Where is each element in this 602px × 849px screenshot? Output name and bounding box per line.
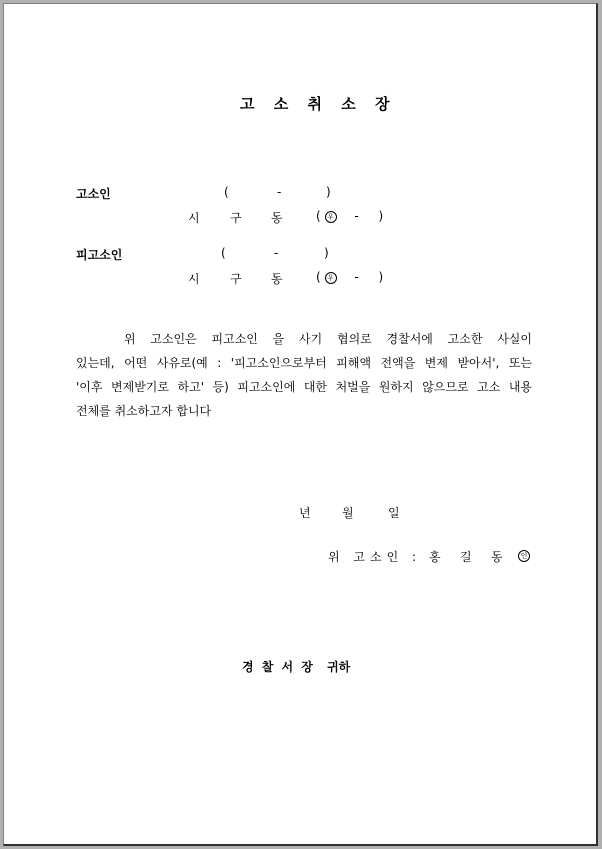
postal-mark-icon: 우 — [325, 211, 337, 223]
postal-mark-icon: 우 — [325, 272, 337, 284]
title-char: 취 — [307, 95, 322, 113]
signature-prefix: 위 고소인 : — [328, 550, 422, 564]
seal-mark — [518, 548, 530, 562]
accused-addr-si: 시 — [188, 272, 200, 286]
complainant-phone-open: ( — [224, 185, 229, 199]
postal-close: ) — [378, 270, 384, 284]
postal-close: ) — [378, 209, 384, 223]
postal-dash: - — [354, 270, 359, 284]
document-page — [3, 3, 598, 846]
recipient-office: 경 찰 서 장 — [242, 660, 315, 674]
body-line-2 — [76, 354, 532, 371]
postal-open: ( — [316, 209, 321, 223]
body-line-1 — [76, 330, 532, 347]
postal-open: ( — [316, 270, 321, 284]
complainant-phone-close: ) — [326, 185, 331, 199]
recipient — [242, 658, 350, 675]
accused-addr-dong: 동 — [271, 272, 283, 286]
complainant-addr-si: 시 — [188, 211, 200, 225]
date-year: 년 — [299, 506, 311, 520]
signature-name-3: 동 — [491, 550, 503, 564]
seal-icon: 인 — [518, 550, 530, 562]
title-char: 소 — [341, 95, 356, 113]
body-line-4 — [76, 402, 532, 419]
accused-addr-gu: 구 — [230, 272, 242, 286]
title-char: 소 — [273, 95, 289, 113]
body-line-3 — [76, 378, 532, 395]
complainant-addr-gu: 구 — [230, 211, 242, 225]
title-char: 고 — [240, 95, 255, 113]
complainant-postal — [316, 209, 383, 223]
signature-name-1: 홍 — [429, 550, 441, 564]
body-line-text: 있는데, 어떤 사유로(예 : '피고소인으로부터 피해액 전액을 변제 받아서', 또는 — [76, 356, 532, 370]
body-line-text: 위 고소인은 피고소인 을 사기 협의로 경찰서에 고소한 사실이 — [124, 332, 532, 346]
accused-postal — [316, 270, 383, 284]
accused-phone-close: ) — [324, 246, 329, 260]
signature-name-2: 길 — [460, 550, 472, 564]
accused-label: 피고소인 — [76, 248, 123, 262]
recipient-honorific: 귀하 — [327, 660, 351, 674]
postal-dash: - — [354, 209, 359, 223]
document-title — [240, 93, 389, 114]
body-line-text: '이후 변제받기로 하고' 등) 피고소인에 대한 처벌을 원하지 않으므로 고소 내용 — [76, 380, 532, 394]
title-char: 장 — [374, 95, 390, 113]
date-day: 일 — [388, 506, 400, 520]
complainant-addr-dong: 동 — [271, 211, 283, 225]
body-line-text: 전체를 취소하고자 합니다 — [76, 404, 212, 418]
date-month: 월 — [342, 506, 354, 520]
complainant-label: 고소인 — [76, 187, 111, 201]
complainant-phone-dash: - — [277, 185, 282, 199]
accused-phone-dash: - — [274, 246, 279, 260]
accused-phone-open: ( — [221, 246, 226, 260]
